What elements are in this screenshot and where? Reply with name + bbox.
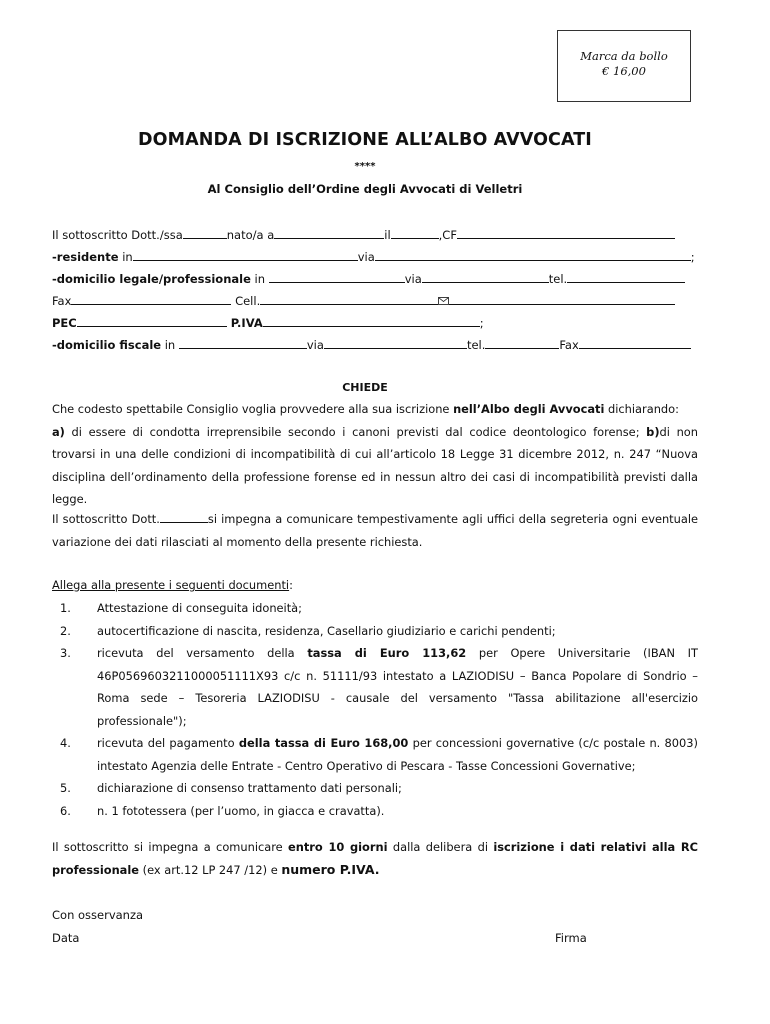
final-text-3: (ex art.12 LP 247 /12) e (139, 862, 282, 877)
list-number: 5. (60, 781, 71, 795)
birthdate-blank[interactable] (391, 228, 439, 239)
residence-city-blank[interactable] (133, 250, 358, 261)
legal-domicile-in-label: in (250, 272, 269, 286)
request-intro-text: Che codesto spettabile Consiglio voglia provvedere alla sua iscrizione (52, 402, 454, 416)
title-separator: **** (354, 161, 376, 172)
list-text-pre: ricevuta del versamento della (97, 646, 308, 660)
applicant-line (52, 228, 675, 242)
residence-in-label: in (118, 250, 133, 264)
list-number: 6. (60, 803, 71, 818)
vat-label: P.IVA (226, 316, 263, 330)
cell-label: Cell. (231, 294, 261, 308)
document-title: DOMANDA DI ISCRIZIONE ALL’ALBO AVVOCATI (138, 130, 592, 150)
register-name: nell’Albo degli Avvocati (453, 402, 605, 416)
final-rc-text: iscrizione i dati relativi alla RC professionale (52, 840, 699, 877)
fiscal-domicile-street-blank[interactable] (324, 338, 467, 349)
list-number: 2. (60, 623, 71, 638)
legal-domicile-via-label: via (404, 272, 422, 286)
final-vat: numero P.IVA. (281, 861, 380, 877)
list-item (52, 777, 698, 800)
attachments-label: Allega alla presente i seguenti documenti (52, 578, 290, 592)
list-text: dichiarazione di consenso trattamento dati personali; (97, 781, 402, 795)
fiscal-domicile-label: -domicilio fiscale (52, 338, 162, 352)
fiscal-domicile-city-blank[interactable] (179, 338, 307, 349)
request-intro (52, 398, 698, 421)
fiscal-domicile-via-label: via (306, 338, 324, 352)
name-label: Il sottoscritto Dott./ssa (52, 228, 183, 242)
residence-label: -residente (52, 250, 119, 264)
legal-domicile-tel-blank[interactable] (567, 272, 685, 283)
vat-blank[interactable] (263, 316, 480, 327)
final-text-1: Il sottoscritto si impegna a comunicare (52, 840, 289, 854)
declarations (52, 421, 698, 511)
fiscal-domicile-fax-label: Fax (559, 338, 579, 352)
date-label: Data (52, 931, 80, 945)
list-text-post: per concessioni governative (c/c postale n. 8003) intestato Agenzia delle Entrate - Centro Operativo di Pescara - Tasse Concessioni Governative; (97, 736, 698, 773)
declaration-a-text: di essere di condotta irreprensibile secondo i canoni previsti dal codice deontologico forense; (64, 424, 647, 439)
list-text (97, 732, 698, 777)
legal-domicile-city-blank[interactable] (269, 272, 405, 283)
commitment-paragraph (52, 508, 698, 553)
birthdate-label: il (384, 228, 391, 242)
commitment-intro: Il sottoscritto Dott. (52, 512, 160, 526)
attachments-list (52, 597, 698, 822)
pec-line-end: ; (479, 316, 484, 330)
declaration-b-label: b) (646, 424, 660, 439)
residence-line (52, 250, 695, 264)
list-text: autocertificazione di nascita, residenza, Casellario giudiziario e carichi pendenti; (97, 623, 556, 638)
stamp-amount: € 16,00 (602, 64, 646, 78)
tax-code-blank[interactable] (457, 228, 675, 239)
signature-label: Firma (555, 931, 587, 945)
list-item (52, 800, 698, 823)
commitment-name-blank[interactable] (160, 512, 208, 523)
list-item (52, 597, 698, 620)
contact-line (52, 294, 675, 308)
pec-label: PEC (52, 316, 77, 330)
addressee: Al Consiglio dell’Ordine degli Avvocati di Velletri (207, 182, 523, 196)
birthplace-label: nato/a a (226, 228, 275, 242)
commitment-text: si impegna a comunicare tempestivamente agli uffici della segreteria ogni eventuale variazione dei dati rilasciati al momento della presente richiesta. (52, 512, 699, 549)
fiscal-domicile-tel-label: tel. (466, 338, 486, 352)
list-number: 4. (60, 736, 71, 750)
fiscal-domicile-tel-blank[interactable] (485, 338, 559, 349)
revenue-stamp-box (557, 30, 691, 102)
fiscal-domicile-in-label: in (161, 338, 179, 352)
fax-label: Fax (52, 294, 72, 308)
list-item (52, 620, 698, 643)
list-text-pre: ricevuta del pagamento (97, 736, 239, 750)
legal-domicile-tel-label: tel. (548, 272, 568, 286)
request-paragraph (52, 398, 698, 511)
attachments-heading (52, 574, 698, 597)
birthplace-blank[interactable] (274, 228, 384, 239)
list-item (52, 732, 698, 777)
declaration-a-label: a) (52, 424, 65, 439)
email-icon (438, 297, 449, 305)
fiscal-domicile-line (52, 338, 691, 352)
request-heading: CHIEDE (342, 381, 388, 394)
email-blank[interactable] (449, 294, 675, 305)
list-number: 3. (60, 646, 71, 660)
list-text-bold: tassa di Euro 113,62 (307, 646, 467, 660)
pec-blank[interactable] (77, 316, 227, 327)
final-deadline: entro 10 giorni (288, 840, 388, 854)
cell-blank[interactable] (260, 294, 438, 305)
final-text-2: dalla delibera di (387, 840, 494, 854)
request-intro-end: dichiarando: (604, 402, 679, 416)
closing-greeting: Con osservanza (52, 908, 144, 922)
tax-code-label: ,CF (438, 228, 457, 242)
legal-domicile-line (52, 272, 685, 286)
list-number: 1. (60, 601, 71, 615)
list-item (52, 642, 698, 732)
final-commitment (52, 836, 698, 881)
stamp-label: Marca da bollo (580, 49, 668, 63)
residence-end: ; (690, 250, 695, 264)
list-text-post: per Opere Universitarie (IBAN IT 46P0569603211000051111X93 c/c n. 51111/93 intestato a LAZIODISU – Banca Popolare di Sondrio – Roma sede – Tesoreria LAZIODISU - causale del versamento "Tassa abilitazione all'esercizio professionale"); (97, 646, 698, 728)
list-text (97, 642, 698, 732)
legal-domicile-street-blank[interactable] (422, 272, 549, 283)
name-blank[interactable] (183, 228, 227, 239)
fax-blank[interactable] (71, 294, 231, 305)
pec-line (52, 316, 484, 330)
residence-street-blank[interactable] (375, 250, 691, 261)
declaration-b-text: di non trovarsi in una delle condizioni di incompatibilità di cui all’articolo 18 Legge 31 dicembre 2012, n. 247 “Nuova disciplina dell’ordinamento della professione forense ed in nessun altro dei casi di incompatibilità previsti dalla legge. (52, 424, 698, 506)
attachments-colon: : (289, 578, 293, 592)
legal-domicile-label: -domicilio legale/professionale (52, 272, 251, 286)
list-text-bold: della tassa di Euro 168,00 (238, 736, 409, 750)
list-text: Attestazione di conseguita idoneità; (97, 601, 303, 615)
residence-via-label: via (357, 250, 375, 264)
fiscal-domicile-fax-blank[interactable] (579, 338, 691, 349)
list-text: n. 1 fototessera (per l’uomo, in giacca e cravatta). (97, 803, 385, 818)
